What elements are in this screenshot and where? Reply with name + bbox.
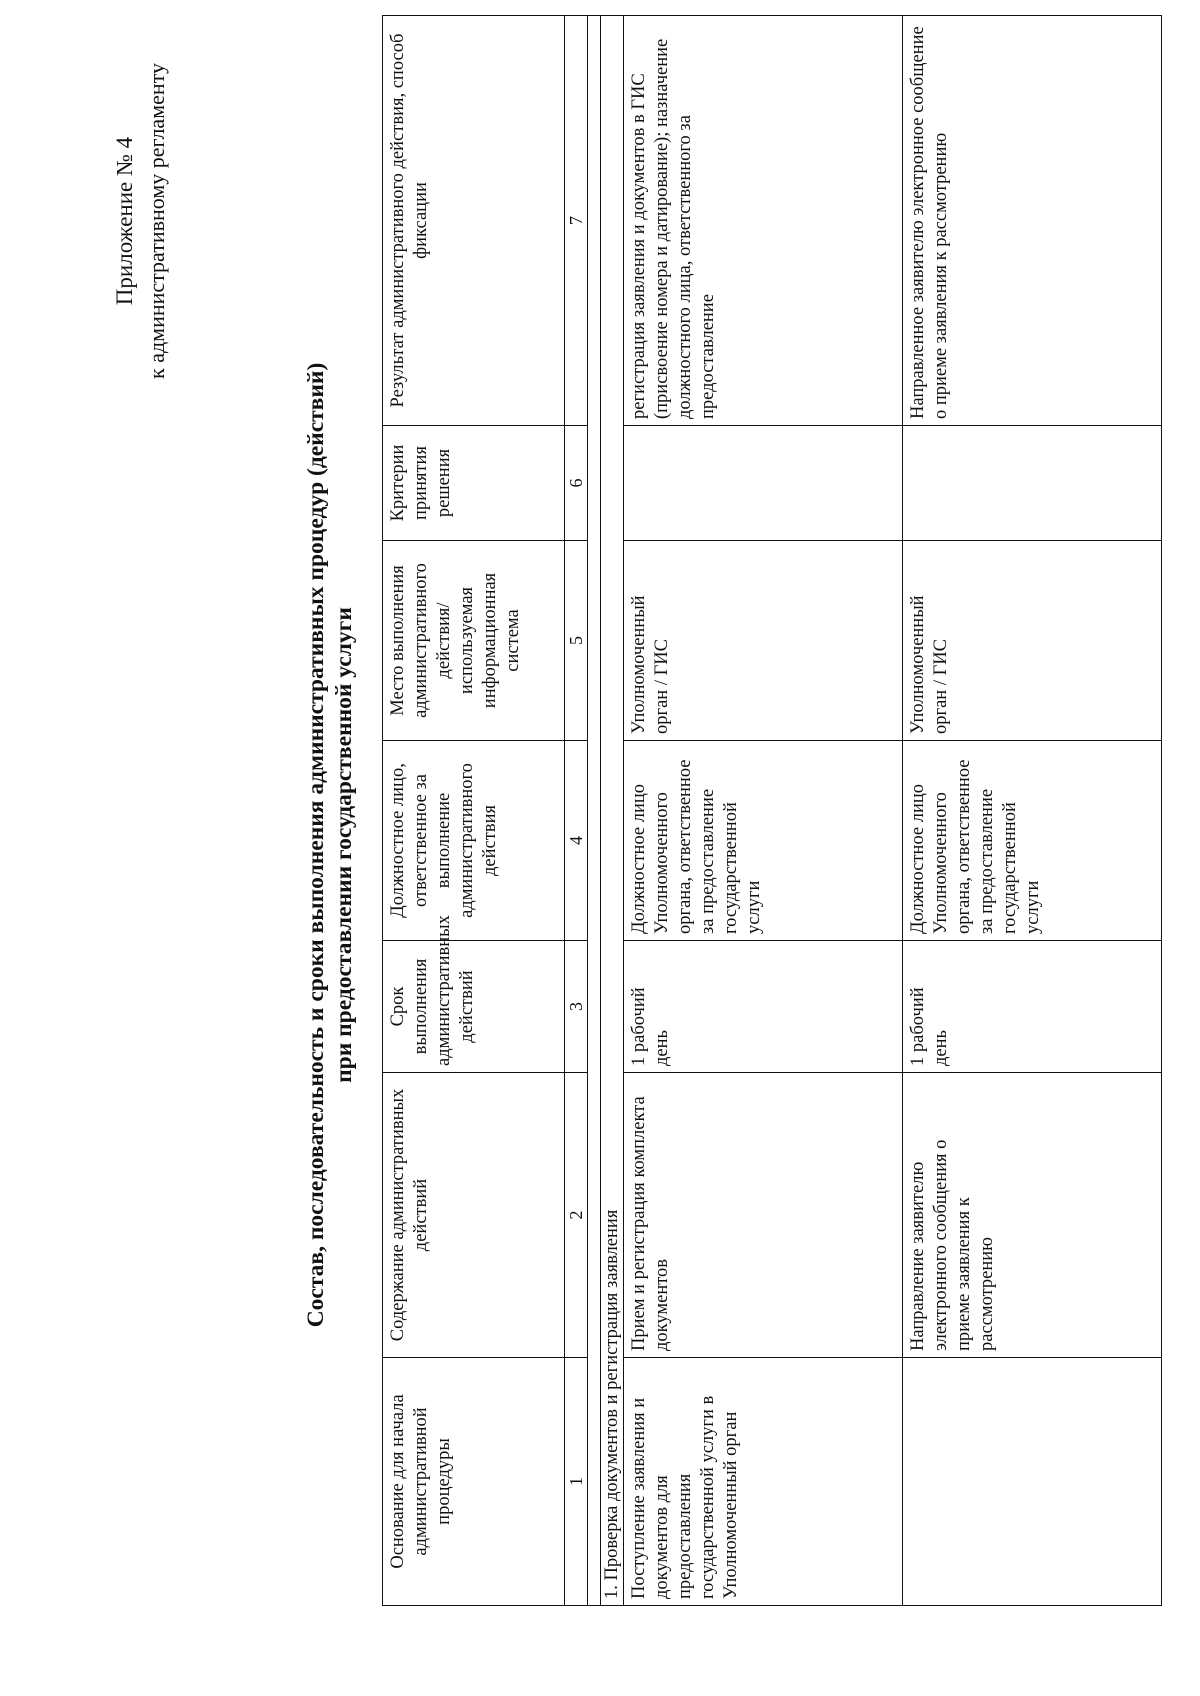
column-number-row <box>565 16 588 1606</box>
table-cell: Должностное лицо Уполномоченного органа, ответственное за предоставление государственной услуги <box>624 741 903 941</box>
table-cell: регистрация заявления и документов в ГИС (присвоение номера и датирование); назначение должностного лица, ответственного за предоставление <box>624 16 903 426</box>
column-number: 1 <box>565 1358 588 1606</box>
spacer-row <box>588 16 601 1606</box>
table-cell <box>624 426 903 541</box>
spacer-cell <box>588 16 601 1606</box>
table-cell: 1 рабочий день <box>624 941 903 1073</box>
document-title-line2: при предоставлении государственной услуги <box>331 607 357 1083</box>
column-number: 4 <box>565 741 588 941</box>
column-number: 3 <box>565 941 588 1073</box>
table-cell: Направленное заявителю электронное сообщение о приеме заявления к рассмотрению <box>903 16 1162 426</box>
document-title-line1: Состав, последовательность и сроки выполнения административных процедур (действий) <box>303 362 329 1328</box>
table-cell: 1 рабочий день <box>903 941 1162 1073</box>
table-cell <box>903 426 1162 541</box>
table-row <box>903 16 1162 1606</box>
table-row <box>624 16 903 1606</box>
header-cell: Срок выполнения административных действий <box>383 941 565 1073</box>
section-row <box>601 16 624 1606</box>
table-cell: Должностное лицо Уполномоченного органа, ответственное за предоставление государственной услуги <box>903 741 1162 941</box>
appendix-subtitle: к административному регламенту <box>144 63 169 379</box>
table-cell: Поступление заявления и документов для предоставления государственной услуги в Уполномоченный орган <box>624 1358 903 1606</box>
header-cell: Результат административного действия, способ фиксации <box>383 16 565 426</box>
table-cell: Прием и регистрация комплекта документов <box>624 1073 903 1358</box>
table-cell: Уполномоченный орган / ГИС <box>624 541 903 741</box>
column-number: 5 <box>565 541 588 741</box>
header-cell: Место выполнения административного действия/ используемая информационная система <box>383 541 565 741</box>
column-number: 6 <box>565 426 588 541</box>
column-number: 2 <box>565 1073 588 1358</box>
header-row <box>383 16 565 1606</box>
header-cell: Должностное лицо, ответственное за выполнение административного действия <box>383 741 565 941</box>
header-cell: Основание для начала административной процедуры <box>383 1358 565 1606</box>
table-cell: Уполномоченный орган / ГИС <box>903 541 1162 741</box>
table-cell: Направление заявителю электронного сообщения о приеме заявления к рассмотрению <box>903 1073 1162 1358</box>
column-number: 7 <box>565 16 588 426</box>
document-title <box>302 130 358 1560</box>
header-cell: Содержание административных действий <box>383 1073 565 1358</box>
table-cell <box>903 1358 1162 1606</box>
header-cell: Критерии принятия решения <box>383 426 565 541</box>
section-title: 1. Проверка документов и регистрация заявления <box>601 16 624 1606</box>
appendix-title: Приложение № 4 <box>112 136 137 306</box>
procedures-table <box>382 15 1162 1606</box>
